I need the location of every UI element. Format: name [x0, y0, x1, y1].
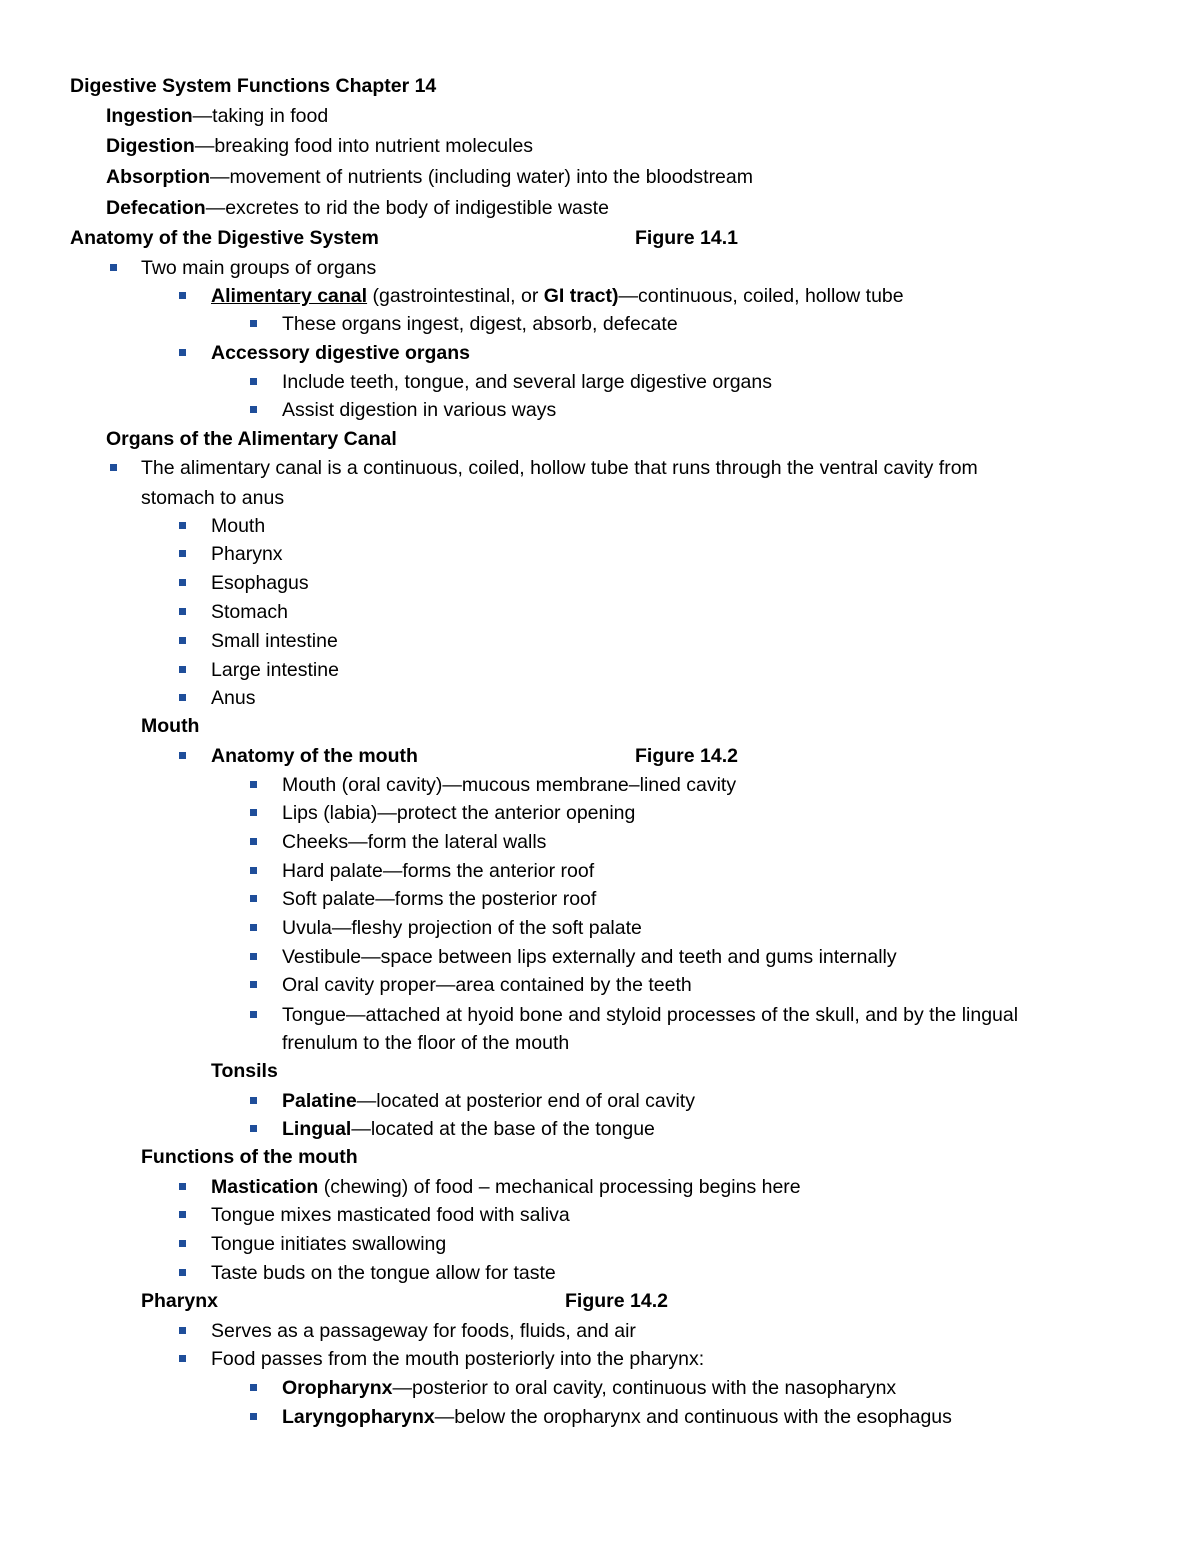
groups-item: Two main groups of organs	[141, 257, 377, 279]
tonsil-def: —located at posterior end of oral cavity	[356, 1090, 695, 1112]
tonsil-item	[282, 1117, 655, 1141]
function-term: Ingestion	[106, 105, 193, 127]
bullet-icon	[179, 666, 186, 673]
mouth-heading: Mouth	[141, 715, 200, 737]
mouth-item: Cheeks—form the lateral walls	[282, 831, 547, 853]
organs-intro: The alimentary canal is a continuous, coiled, hollow tube that runs through the ventral cavity from	[141, 457, 978, 479]
alimentary-def: —continuous, coiled, hollow tube	[618, 285, 904, 307]
alimentary-term: Alimentary canal	[211, 285, 368, 307]
bullet-icon	[179, 550, 186, 557]
bullet-icon	[179, 637, 186, 644]
bullet-icon	[250, 867, 257, 874]
mouth-item: Mouth (oral cavity)—mucous membrane–lined cavity	[282, 774, 737, 796]
mouth-function-item: Tongue mixes masticated food with saliva	[211, 1204, 570, 1226]
function-defecation	[106, 196, 609, 220]
bullet-icon	[179, 1327, 186, 1334]
bullet-icon	[179, 292, 186, 299]
tonsil-term: Lingual	[282, 1118, 352, 1140]
function-def: —taking in food	[192, 105, 329, 127]
function-digestion	[106, 134, 533, 158]
anatomy-heading: Anatomy of the Digestive System	[70, 227, 379, 249]
organ-item: Small intestine	[211, 630, 338, 652]
bullet-icon	[250, 320, 257, 327]
organ-item: Anus	[211, 687, 256, 709]
tonsil-def: —located at the base of the tongue	[351, 1118, 655, 1140]
mastication-def: (chewing) of food – mechanical processing begins here	[318, 1176, 801, 1198]
accessory-item: Accessory digestive organs	[211, 342, 471, 364]
organs-heading: Organs of the Alimentary Canal	[106, 428, 397, 450]
organ-item: Pharynx	[211, 543, 283, 565]
bullet-icon	[179, 752, 186, 759]
mouth-item-cont: frenulum to the floor of the mouth	[282, 1032, 570, 1054]
bullet-icon	[179, 349, 186, 356]
mouth-item: Soft palate—forms the posterior roof	[282, 888, 597, 910]
bullet-icon	[250, 895, 257, 902]
alimentary-paren: (gastrointestinal, or	[367, 285, 544, 307]
bullet-icon	[179, 1240, 186, 1247]
mastication-term: Mastication	[211, 1176, 319, 1198]
alimentary-item	[211, 284, 904, 308]
figure-reference: Figure 14.2	[565, 1290, 668, 1312]
mouth-item: Oral cavity proper—area contained by the teeth	[282, 974, 692, 996]
bullet-icon	[250, 953, 257, 960]
mouth-function-item: Tongue initiates swallowing	[211, 1233, 447, 1255]
mouth-item: Uvula—fleshy projection of the soft palate	[282, 917, 642, 939]
organ-item: Mouth	[211, 515, 266, 537]
bullet-icon	[250, 1125, 257, 1132]
pharynx-item: Food passes from the mouth posteriorly into the pharynx:	[211, 1348, 705, 1370]
function-def: —movement of nutrients (including water) into the bloodstream	[209, 166, 753, 188]
function-def: —excretes to rid the body of indigestible waste	[205, 197, 609, 219]
bullet-icon	[250, 981, 257, 988]
function-term: Defecation	[106, 197, 206, 219]
figure-reference: Figure 14.1	[635, 227, 738, 249]
bullet-icon	[250, 924, 257, 931]
tonsils-heading: Tonsils	[211, 1060, 278, 1082]
function-term: Absorption	[106, 166, 210, 188]
accessory-sub: Include teeth, tongue, and several large digestive organs	[282, 371, 772, 393]
tonsil-item	[282, 1089, 695, 1113]
bullet-icon	[179, 694, 186, 701]
bullet-icon	[250, 1413, 257, 1420]
bullet-icon	[250, 1384, 257, 1391]
organs-intro-cont: stomach to anus	[141, 487, 285, 509]
tonsil-term: Palatine	[282, 1090, 357, 1112]
bullet-icon	[250, 781, 257, 788]
mouth-item: Vestibule—space between lips externally and teeth and gums internally	[282, 946, 897, 968]
accessory-sub: Assist digestion in various ways	[282, 399, 557, 421]
bullet-icon	[250, 1011, 257, 1018]
pharynx-sub-item	[282, 1376, 896, 1400]
mouth-item: Tongue—attached at hyoid bone and styloid processes of the skull, and by the lingual	[282, 1004, 1019, 1026]
bullet-icon	[250, 809, 257, 816]
organ-item: Stomach	[211, 601, 288, 623]
function-absorption	[106, 165, 753, 189]
pharynx-sub-term: Laryngopharynx	[282, 1406, 435, 1428]
bullet-icon	[110, 264, 117, 271]
alimentary-sub: These organs ingest, digest, absorb, defecate	[282, 313, 678, 335]
function-def: —breaking food into nutrient molecules	[194, 135, 534, 157]
pharynx-item: Serves as a passageway for foods, fluids, and air	[211, 1320, 636, 1342]
bullet-icon	[110, 464, 117, 471]
bullet-icon	[179, 608, 186, 615]
bullet-icon	[179, 1269, 186, 1276]
bullet-icon	[250, 1097, 257, 1104]
bullet-icon	[179, 1355, 186, 1362]
organ-item: Large intestine	[211, 659, 339, 681]
function-ingestion	[106, 104, 328, 128]
bullet-icon	[179, 1183, 186, 1190]
bullet-icon	[179, 522, 186, 529]
mouth-anatomy-heading: Anatomy of the mouth	[211, 745, 418, 767]
bullet-icon	[250, 378, 257, 385]
mouth-item: Hard palate—forms the anterior roof	[282, 860, 595, 882]
bullet-icon	[179, 579, 186, 586]
figure-reference: Figure 14.2	[635, 745, 738, 767]
mouth-function-item: Taste buds on the tongue allow for taste	[211, 1262, 556, 1284]
pharynx-sub-def: —posterior to oral cavity, continuous with the nasopharynx	[392, 1377, 897, 1399]
pharynx-sub-def: —below the oropharynx and continuous with the esophagus	[434, 1406, 952, 1428]
mouth-function-item	[211, 1175, 801, 1199]
organ-item: Esophagus	[211, 572, 309, 594]
gi-tract-term: GI tract)	[543, 285, 619, 307]
function-term: Digestion	[106, 135, 195, 157]
page-title: Digestive System Functions Chapter 14	[70, 75, 437, 97]
bullet-icon	[250, 838, 257, 845]
bullet-icon	[179, 1211, 186, 1218]
pharynx-sub-term: Oropharynx	[282, 1377, 393, 1399]
mouth-item: Lips (labia)—protect the anterior opening	[282, 802, 636, 824]
pharynx-sub-item	[282, 1405, 952, 1429]
bullet-icon	[250, 406, 257, 413]
pharynx-heading: Pharynx	[141, 1290, 218, 1312]
mouth-functions-heading: Functions of the mouth	[141, 1146, 358, 1168]
